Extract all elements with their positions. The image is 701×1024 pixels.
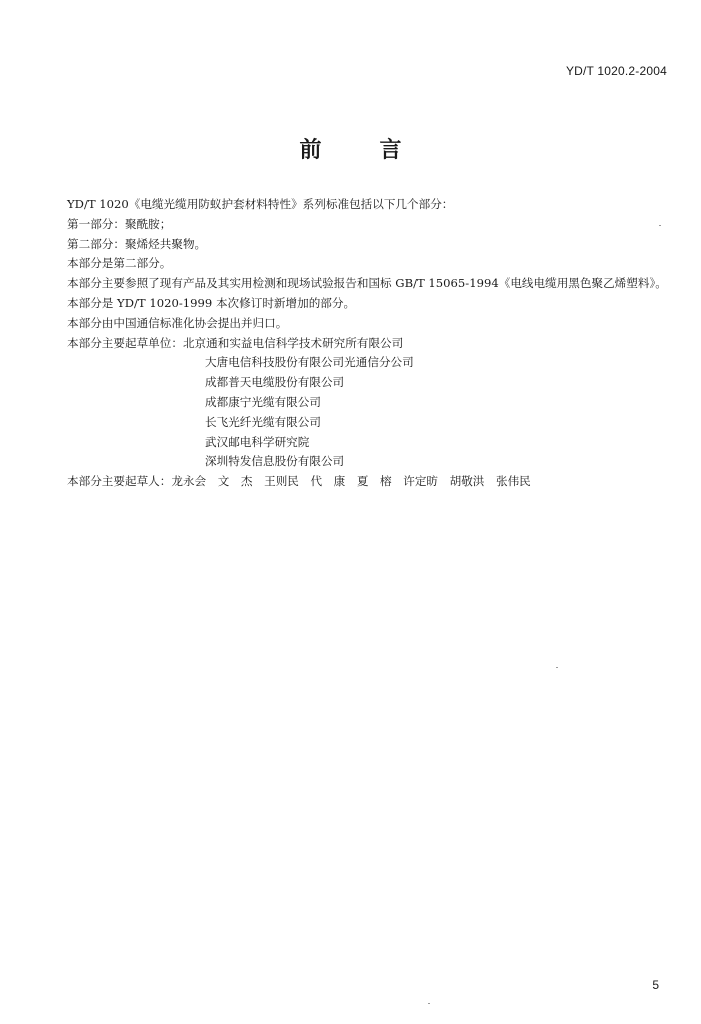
paragraph-part-two: 第二部分：聚烯烃共聚物。 — [67, 236, 207, 251]
drafting-unit: 长飞光纤光缆有限公司 — [205, 414, 321, 429]
drafting-units — [32, 334, 668, 473]
drafters-line — [32, 472, 668, 492]
paragraph-revision: 本部分是 YD/T 1020-1999 本次修订时新增加的部分。 — [67, 295, 356, 310]
title-char-1: 前 — [299, 137, 322, 163]
title-char-2: 言 — [379, 137, 402, 163]
drafting-unit: 北京通和实益电信科学技术研究所有限公司 — [182, 335, 404, 350]
paragraph-series: YD/T 1020《电缆光缆用防蚁护套材料特性》系列标准包括以下几个部分： — [67, 197, 454, 211]
paragraph-proposer: 本部分由中国通信标准化协会提出并归口。 — [67, 315, 288, 330]
standard-code: YD/T 1020.2-2004 — [565, 64, 667, 78]
drafting-unit: 大唐电信科技股份有限公司光通信分公司 — [205, 355, 414, 370]
scan-speck — [659, 225, 661, 226]
drafting-unit: 武汉邮电科学研究院 — [205, 434, 310, 449]
paragraph-part-one: 第一部分：聚酰胺； — [67, 216, 172, 231]
foreword-body — [32, 195, 668, 492]
drafters-label: 本部分主要起草人： — [67, 474, 172, 489]
scan-speck — [556, 667, 558, 668]
scan-speck — [428, 1003, 430, 1004]
drafting-unit: 深圳特发信息股份有限公司 — [205, 454, 345, 469]
page-number: 5 — [652, 978, 659, 992]
drafting-units-first-line — [32, 334, 668, 354]
paragraph-references: 本部分主要参照了现有产品及其实用检测和现场试验报告和国标 GB/T 15065-1994《电线电缆用黑色聚乙烯塑料》。 — [67, 276, 667, 291]
page-title — [0, 133, 701, 164]
drafting-units-label: 本部分主要起草单位： — [67, 335, 183, 350]
drafting-unit: 成都普天电缆股份有限公司 — [205, 375, 345, 390]
paragraph-this-part: 本部分是第二部分。 — [67, 256, 172, 271]
drafting-unit: 成都康宁光缆有限公司 — [205, 394, 321, 409]
drafters-names: 龙永会 文 杰 王则民 代 康 夏 榕 许定昉 胡敬洪 张伟民 — [171, 474, 531, 489]
